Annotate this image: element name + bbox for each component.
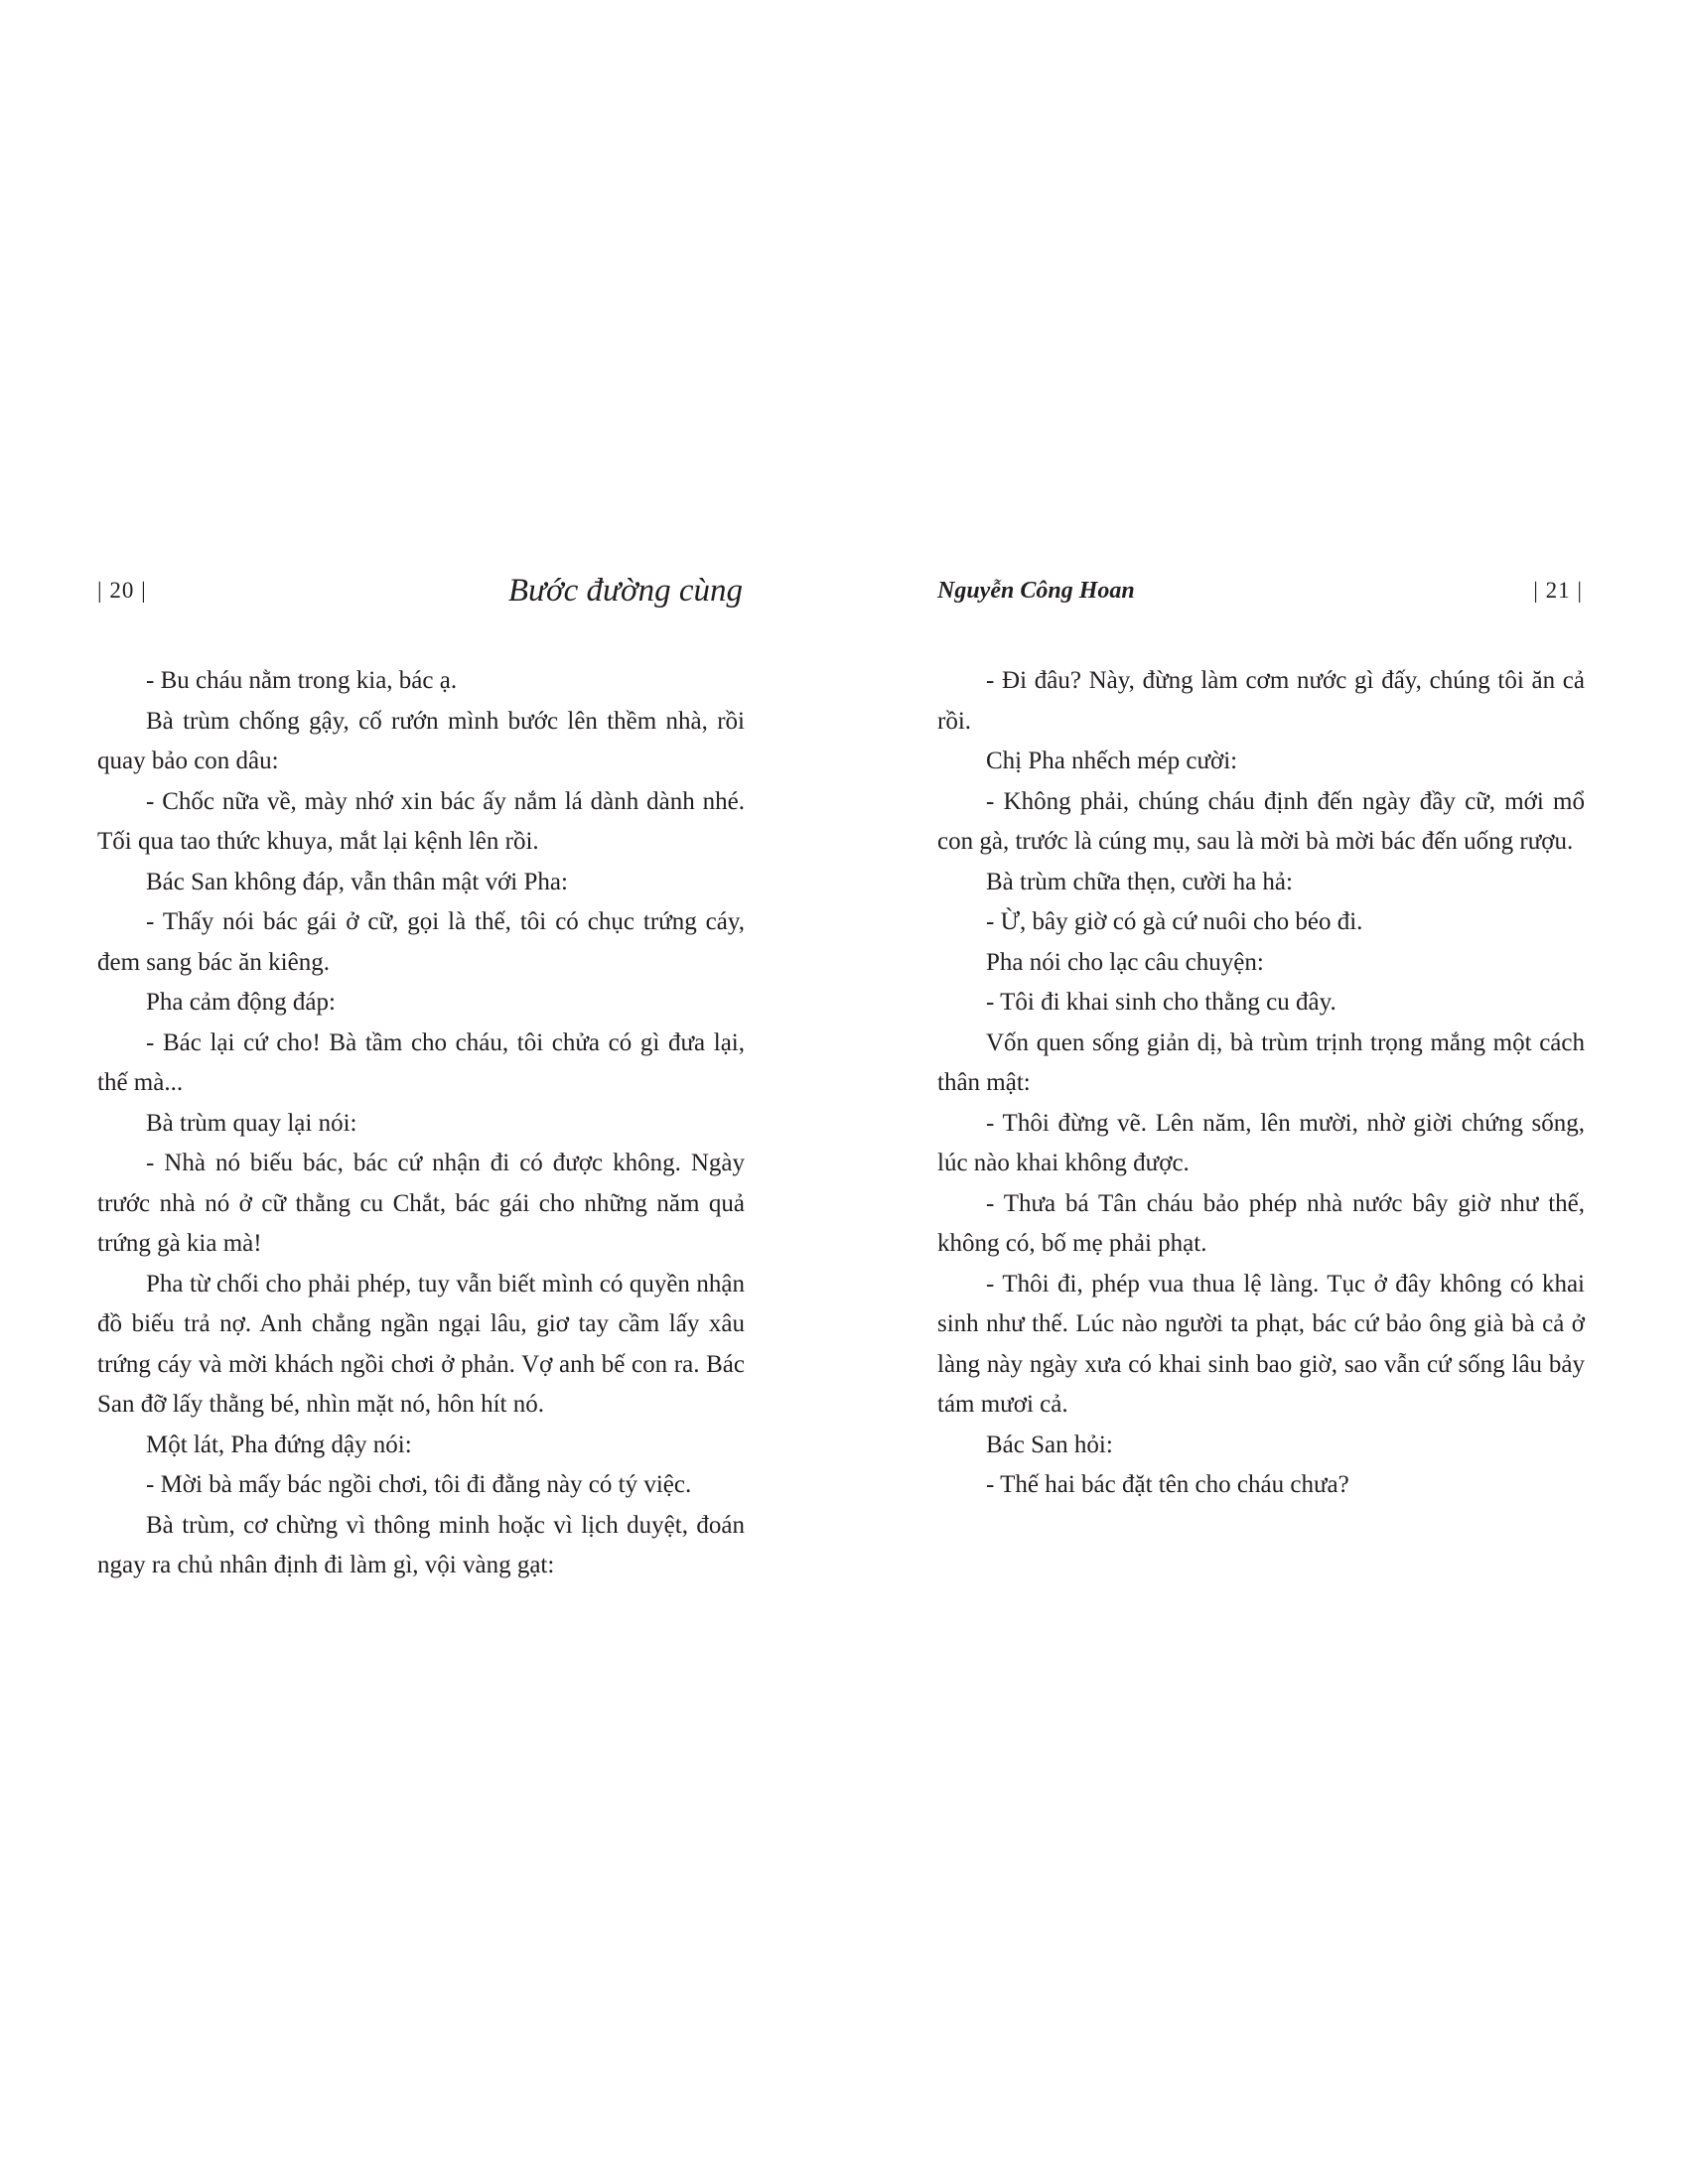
paragraph: Pha nói cho lạc câu chuyện:	[986, 948, 1264, 976]
book-title: Bước đường cùng	[507, 572, 743, 609]
paragraph: - Nhà nó biếu bác, bác cứ nhận đi có được không. Ngày trước nhà nó ở cữ thằng cu Chắt, bác gái cho những năm quả trứng gà kia mà!	[97, 1150, 745, 1257]
paragraph: Bác San không đáp, vẫn thân mật với Pha:	[146, 868, 568, 895]
paragraph: - Thế hai bác đặt tên cho cháu chưa?	[986, 1471, 1349, 1498]
page-number: | 20 |	[97, 578, 147, 603]
paragraph: Pha cảm động đáp:	[146, 989, 336, 1016]
paragraph: - Đi đâu? Này, đừng làm cơm nước gì đấy, chúng tôi ăn cả rồi.	[937, 667, 1585, 735]
right-page-header	[937, 571, 1583, 611]
author-name: Nguyễn Công Hoan	[937, 577, 1135, 604]
paragraph: Vốn quen sống giản dị, bà trùm trịnh trọng mắng một cách thân mật:	[937, 1028, 1585, 1096]
paragraph: Chị Pha nhếch mép cười:	[986, 748, 1238, 774]
paragraph: - Ừ, bây giờ có gà cứ nuôi cho béo đi.	[986, 908, 1363, 935]
right-page-body	[937, 661, 1585, 1506]
paragraph: - Không phải, chúng cháu định đến ngày đầy cữ, mới mổ con gà, trước là cúng mụ, sau là mời bà mời bác đến uống rượu.	[937, 787, 1585, 855]
paragraph: - Thấy nói bác gái ở cữ, gọi là thế, tôi có chục trứng cáy, đem sang bác ăn kiêng.	[97, 908, 745, 976]
paragraph: Bà trùm chống gậy, cố rướn mình bước lên thềm nhà, rồi quay bảo con dâu:	[97, 707, 745, 774]
paragraph: - Mời bà mấy bác ngồi chơi, tôi đi đằng này có tý việc.	[146, 1471, 692, 1498]
paragraph: Bà trùm quay lại nói:	[146, 1109, 357, 1137]
right-page	[844, 0, 1688, 2184]
paragraph: - Bu cháu nằm trong kia, bác ạ.	[146, 667, 458, 694]
paragraph: Bà trùm, cơ chừng vì thông minh hoặc vì lịch duyệt, đoán ngay ra chủ nhân định đi làm gì, vội vàng gạt:	[97, 1511, 745, 1578]
paragraph: - Thưa bá Tân cháu bảo phép nhà nước bây giờ như thế, không có, bố mẹ phải phạt.	[937, 1189, 1585, 1257]
paragraph: - Bác lại cứ cho! Bà tầm cho cháu, tôi chửa có gì đưa lại, thế mà...	[97, 1028, 745, 1096]
left-page-header	[97, 571, 743, 611]
paragraph: - Thôi đi, phép vua thua lệ làng. Tục ở đây không có khai sinh như thế. Lúc nào người ta phạt, bác cứ bảo ông già bà cả ở làng này ngày xưa có khai sinh bao giờ, sao vẫn cứ sống lâu bảy tám mươi cả.	[937, 1270, 1585, 1418]
paragraph: - Chốc nữa về, mày nhớ xin bác ấy nắm lá dành dành nhé. Tối qua tao thức khuya, mắt lại kệnh lên rồi.	[97, 787, 745, 855]
paragraph: - Thôi đừng vẽ. Lên năm, lên mười, nhờ giời chứng sống, lúc nào khai không được.	[937, 1109, 1585, 1176]
paragraph: - Tôi đi khai sinh cho thằng cu đây.	[986, 989, 1336, 1016]
paragraph: Bà trùm chữa thẹn, cười ha hả:	[986, 868, 1293, 895]
left-page-body	[97, 661, 745, 1586]
paragraph: Pha từ chối cho phải phép, tuy vẫn biết mình có quyền nhận đồ biếu trả nợ. Anh chẳng ngần ngại lâu, giơ tay cầm lấy xâu trứng cáy và mời khách ngồi chơi ở phản. Vợ anh bế con ra. Bác San đỡ lấy thằng bé, nhìn mặt nó, hôn hít nó.	[97, 1270, 745, 1418]
page-number: | 21 |	[1533, 578, 1583, 603]
paragraph: Một lát, Pha đứng dậy nói:	[146, 1431, 412, 1458]
paragraph: Bác San hỏi:	[986, 1431, 1113, 1458]
